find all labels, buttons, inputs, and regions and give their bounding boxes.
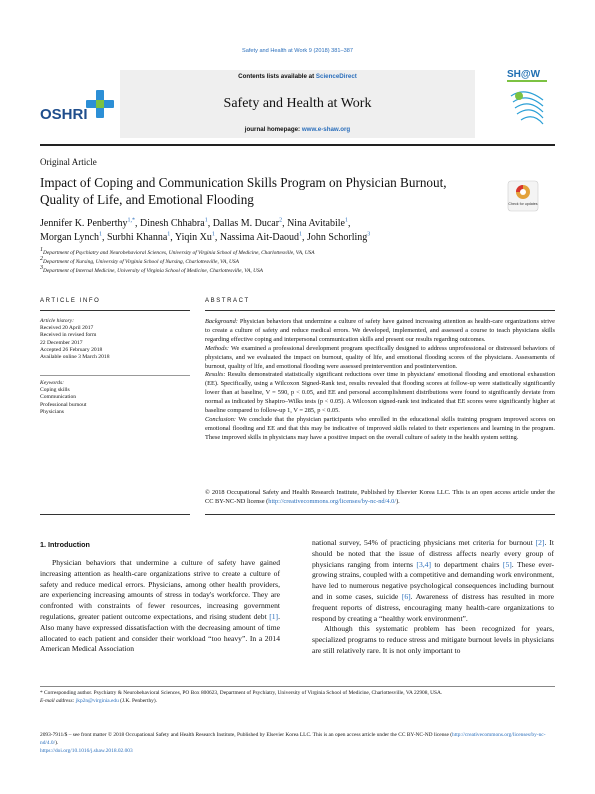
body-column-right bbox=[312, 538, 554, 657]
corresponding-author-note: * Corresponding author. Psychiatry & Neurobehavioral Sciences, PO Box 800623, Department of Psychiatry, University of Virginia School of Medicine, Charlottesville, VA 22908, USA. bbox=[40, 690, 443, 696]
keyword-item: Professional burnout bbox=[40, 401, 87, 408]
history-item: Received in revised form bbox=[40, 332, 97, 339]
history-item: Received 20 April 2017 bbox=[40, 325, 94, 332]
article-type: Original Article bbox=[40, 157, 97, 167]
history-item: Accepted 26 February 2018 bbox=[40, 346, 103, 353]
check-for-updates-badge[interactable] bbox=[507, 180, 539, 212]
body-paragraph: national survey, 54% of practicing physicians met criteria for burnout [2]. It should be noted that the issue of distress affects nearly every group of physicians ranging from interns [3,4] to department chairs [5]. These ever-growing strains, coupled with a competitive and demanding work environment, have led to numerous negative psychological consequences including burnout and in some cases, suicide [6]. Awareness of distress has resulted in more frequent reports of distress, encouraging many health-care organizations to respond by creating a “healthy work environment”. bbox=[312, 538, 555, 623]
article-info-rule bbox=[40, 310, 190, 311]
author-name: Surbhi Khanna bbox=[106, 231, 168, 243]
keyword-item: Coping skills bbox=[40, 387, 70, 394]
author-name: Nina Avitabile bbox=[287, 218, 345, 229]
doi-link[interactable]: https://doi.org/10.1016/j.shaw.2018.02.003 bbox=[40, 748, 133, 754]
keyword-item: Physicians bbox=[40, 408, 64, 415]
author-line-1 bbox=[40, 217, 520, 231]
author-name: John Schorling bbox=[307, 231, 368, 243]
affiliation-2: $^2$Department of Nursing, University of Virginia School of Nursing, Charlottesville, VA, USA bbox=[40, 256, 239, 265]
journal-reference: Safety and Health at Work 9 (2018) 381–387 bbox=[242, 48, 353, 54]
shaw-logo-text: SH@W bbox=[507, 69, 541, 80]
abstract-background: Background: Physician behaviors that undermine a culture of safety have gained increasing attention as health-care organizations strive to create a culture of safety and reduce medical errors. We developed, implemented, and assessed a course to teach physicians skills regarding effective coping and interpersonal communication skills and present our results regarding outcomes. bbox=[205, 318, 555, 343]
article-info-heading: ARTICLE INFO bbox=[40, 298, 101, 304]
body-paragraph: Although this systematic problem has been recognized for years, specialized programs to reduce stress and mitigate burnout levels in physicians are still relatively rare. It is not only important to bbox=[312, 624, 554, 655]
abstract-rule bbox=[205, 310, 555, 311]
author-affiliation-marker[interactable]: 1 bbox=[98, 231, 102, 238]
author-affiliation-marker[interactable]: 1 bbox=[211, 231, 215, 238]
journal-title: Safety and Health at Work bbox=[223, 96, 372, 111]
affiliation-3: $^3$Department of Internal Medicine, University of Virginia School of Medicine, Charlottesville, VA, USA bbox=[40, 265, 263, 274]
abstract-methods: Methods: We examined a professional development program specifically designed to address unprofessional or distressed behaviors of physicians, and we evaluated the impact on burnout, quality of life, and emotional flooding scores of the physicians. Assessments of burnout, quality of life, and emotional flooding were assessed preintervention and postintervention. bbox=[205, 344, 555, 370]
author-separator: , bbox=[207, 218, 213, 229]
oshri-logo bbox=[40, 86, 120, 126]
check-badge-label: Check for updates bbox=[508, 202, 538, 206]
citation-link[interactable]: [2] bbox=[535, 538, 545, 547]
author-affiliation-marker[interactable]: 1,* bbox=[127, 217, 135, 224]
author-line-2 bbox=[40, 231, 520, 245]
author-affiliation-marker[interactable]: 1 bbox=[167, 231, 171, 238]
license-link[interactable]: http://creativecommons.org/licenses/by-nc-nd/4.0/ bbox=[268, 497, 397, 505]
issn-line: 2093-7911/$ – see front matter © 2018 Occupational Safety and Health Research Institute, Published by Elsevier Korea LLC. This is an open access article under the CC BY-NC-ND license (http://creativecommons.org/licenses/by-nc-nd/4.0/). bbox=[40, 732, 546, 746]
page-footer bbox=[40, 731, 555, 755]
author-affiliation-marker[interactable]: 2 bbox=[279, 217, 283, 224]
footnote-rule bbox=[40, 686, 555, 687]
article-title: Impact of Coping and Communication Skills Program on Physician Burnout, Quality of Life, and Emotional Flooding bbox=[40, 175, 447, 207]
email-note: E-mail address: jkp2n@virginia.edu (J.K. Penberthy). bbox=[40, 698, 157, 704]
author-affiliation-marker[interactable]: 1 bbox=[344, 217, 348, 224]
author-name: Yiqin Xu bbox=[174, 231, 212, 243]
author-separator: , bbox=[214, 231, 220, 243]
author-separator: , bbox=[134, 218, 140, 229]
article-info-divider bbox=[40, 375, 190, 376]
section-heading: 1. Introduction bbox=[40, 540, 90, 549]
header-rule bbox=[40, 144, 555, 146]
contents-line bbox=[120, 73, 475, 80]
history-item: Available online 3 March 2018 bbox=[40, 354, 110, 361]
keywords-heading: Keywords: bbox=[40, 380, 65, 386]
citation-link[interactable]: [6] bbox=[401, 591, 411, 601]
shaw-logo bbox=[505, 66, 553, 136]
author-name: Morgan Lynch bbox=[40, 231, 99, 243]
email-link[interactable]: jkp2n@virginia.edu bbox=[75, 698, 119, 704]
homepage-link[interactable]: www.e-shaw.org bbox=[301, 126, 351, 133]
author-name: Jennifer K. Penberthy bbox=[40, 218, 128, 229]
keyword-item: Communication bbox=[40, 394, 77, 401]
article-info-bottom-rule bbox=[40, 514, 190, 515]
author-name: Dallas M. Ducar bbox=[212, 218, 280, 229]
author-separator: , bbox=[101, 231, 107, 243]
author-separator: , bbox=[302, 231, 308, 243]
abstract-results: Results: Results demonstrated statistically significant reductions over time in physicians' emotional flooding and emotional exhaustion (EE). Specifically, using a Wilcoxon Signed-Rank test, results revealed that flooding scores at follow-up were statistically significantly lower than at baseline, V = 590, p < 0.05, and EE and personal accomplishment distributions were found to significantly deviate from normal as indicated by Shapiro–Wilks tests (p < 0.05). A Wilcoxon signed-rank test indicated that EE scores were significantly higher at baseline compared to follow-up 1, V = 285, p < 0.05. bbox=[205, 371, 555, 415]
author-list bbox=[40, 217, 520, 244]
citation-link[interactable]: [1] bbox=[269, 611, 279, 621]
author-separator: , bbox=[170, 231, 175, 243]
contents-prefix: Contents lists available at bbox=[238, 73, 316, 80]
author-affiliation-marker[interactable]: 3 bbox=[367, 231, 371, 238]
oshri-logo-text: OSHRI bbox=[40, 106, 88, 123]
abstract-copyright: © 2018 Occupational Safety and Health Research Institute, Published by Elsevier Korea LLC. This is an open access article under the CC BY-NC-ND license (http://creativecommons.org/licenses/by-nc-nd/4.0/). bbox=[205, 489, 555, 505]
body-column-left: Physician behaviors that undermine a culture of safety have gained increasing attention as health-care organizations strive to create a culture of safety and reduce medical errors. Physicians, among other health providers, are experiencing increasing amounts of stress in today's workforce. They are confronted with constraints of fewer resources, increasing government regulations, greater patient outcome expectations, and rising student debt [1]. Also many have expressed dissatisfaction with the decreasing amount of time allocated to each patient and consider their workload “too heavy”. In a 2014 American Medical Association bbox=[40, 558, 280, 654]
footer-license-link[interactable]: http://creativecommons.org/licenses/by-nc-nd/4.0/ bbox=[40, 732, 546, 746]
author-affiliation-marker[interactable]: 1 bbox=[299, 231, 303, 238]
article-history bbox=[40, 318, 190, 361]
homepage-prefix: journal homepage: bbox=[244, 126, 302, 133]
keywords bbox=[40, 380, 190, 416]
sciencedirect-link[interactable]: ScienceDirect bbox=[315, 73, 357, 80]
author-separator: , bbox=[347, 218, 351, 229]
abstract-conclusion: Conclusion: We conclude that the physician participants who enrolled in the educational skills training program improved scores on emotional flooding and EE and that this may be indicative of improved skills related to their experiences and learning in the program. These improved skills in physicians may have a positive impact on the overall culture of safety in the health system setting. bbox=[205, 415, 555, 441]
citation-link[interactable]: [3,4] bbox=[416, 559, 431, 569]
citation-link[interactable]: [5] bbox=[502, 559, 512, 569]
abstract-bottom-rule bbox=[205, 514, 555, 515]
footnotes bbox=[40, 689, 555, 705]
abstract-text bbox=[205, 318, 555, 443]
author-name: Nassima Ait-Daoud bbox=[219, 231, 300, 243]
author-affiliation-marker[interactable]: 1 bbox=[204, 217, 208, 224]
affiliations bbox=[40, 249, 550, 276]
affiliation-1: $^1$Department of Psychiatry and Neurobehavioral Sciences, University of Virginia School of Medicine, Charlottesville, VA, USA bbox=[40, 247, 315, 256]
history-heading: Article history: bbox=[40, 318, 75, 324]
abstract-heading: ABSTRACT bbox=[205, 298, 250, 304]
author-separator: , bbox=[282, 218, 288, 229]
history-item: 22 December 2017 bbox=[40, 339, 83, 346]
author-name: Dinesh Chhabra bbox=[139, 218, 205, 229]
homepage-line bbox=[120, 126, 475, 133]
